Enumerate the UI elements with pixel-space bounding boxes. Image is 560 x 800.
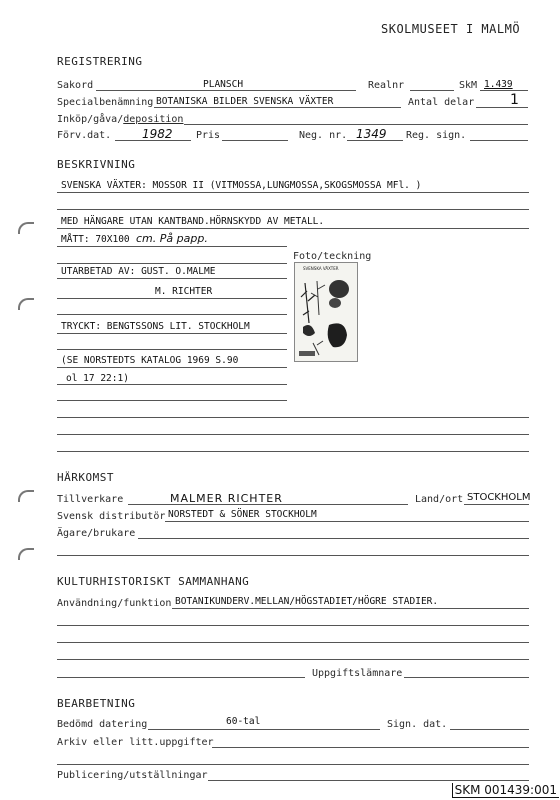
sakord-value: PLANSCH: [203, 79, 244, 90]
realnr-label: Realnr: [368, 80, 405, 91]
photo-caption: SVENSKA VÄXTER: [303, 266, 339, 271]
specialbenamning-label: Specialbenämning: [57, 97, 154, 108]
forv-dat-value: 1982: [142, 127, 173, 141]
beskrivning-line-1: SVENSKA VÄXTER: MOSSOR II (VITMOSSA,LUNGMOSSA,SKOGSMOSSA MFl. ): [61, 180, 422, 191]
uppgiftslamnare-label: Uppgiftslämnare: [312, 668, 403, 679]
utarbetad-line-2: M. RICHTER: [155, 286, 213, 297]
tillverkare-label: Tillverkare: [57, 494, 124, 505]
land-ort-value: STOCKHOLM: [467, 492, 531, 503]
skm-label: SkM: [459, 80, 478, 91]
specialbenamning-value: BOTANISKA BILDER SVENSKA VÄXTER: [156, 96, 334, 107]
matt-handwritten: cm. På papp.: [136, 232, 208, 245]
land-ort-label: Land/ort: [415, 494, 464, 505]
matt-typed: MÅTT: 70X100: [61, 234, 130, 245]
section-registrering: REGISTRERING: [57, 55, 143, 68]
distributor-label: Svensk distributör: [57, 511, 166, 522]
publicering-label: Publicering/utställningar: [57, 770, 208, 781]
punch-hole: [18, 490, 34, 502]
distributor-value: NORSTEDT & SÖNER STOCKHOLM: [168, 509, 317, 520]
plansch-illustration: [295, 263, 357, 361]
section-bearbetning: BEARBETNING: [57, 697, 136, 710]
reg-sign-label: Reg. sign.: [406, 130, 467, 141]
anvandning-label: Användning/funktion: [57, 598, 172, 609]
museum-title: SKOLMUSEET I MALMÖ: [381, 22, 521, 36]
neg-nr-label: Neg. nr.: [299, 130, 348, 141]
antal-delar-value: 1: [510, 92, 519, 108]
forv-dat-label: Förv.dat.: [57, 130, 112, 141]
pris-label: Pris: [196, 130, 221, 141]
beskrivning-line-2: MED HÄNGARE UTAN KANTBAND.HÖRNSKYDD AV METALL.: [61, 216, 325, 227]
tryckt-line: TRYCKT: BENGTSSONS LIT. STOCKHOLM: [61, 321, 250, 332]
section-harkomst: HÄRKOMST: [57, 471, 114, 484]
punch-hole: [18, 298, 34, 310]
section-kulturhistoriskt: KULTURHISTORISKT SAMMANHANG: [57, 575, 250, 588]
se-line-1: (SE NORSTEDTS KATALOG 1969 S.90: [61, 355, 239, 366]
sign-dat-label: Sign. dat.: [387, 719, 448, 730]
arkiv-label: Arkiv eller litt.uppgifter: [57, 737, 214, 748]
utarbetad-line-1: UTARBETAD AV: GUST. O.MALME: [61, 266, 216, 277]
sakord-label: Sakord: [57, 80, 94, 91]
skm-value: 1.439: [484, 79, 513, 90]
section-beskrivning: BESKRIVNING: [57, 158, 136, 171]
bedomd-datering-value: 60-tal: [226, 716, 261, 727]
inkop-label: Inköp/gåva/deposition: [57, 114, 184, 125]
tillverkare-value: MALMER RICHTER: [170, 492, 283, 505]
foto-label: Foto/teckning: [293, 251, 372, 262]
se-line-2: ol 17 22:1): [66, 373, 129, 384]
bedomd-datering-label: Bedömd datering: [57, 719, 148, 730]
neg-nr-value: 1349: [356, 127, 387, 141]
agare-label: Ägare/brukare: [57, 528, 136, 539]
punch-hole: [18, 222, 34, 234]
plansch-photo: [294, 262, 358, 362]
antal-delar-label: Antal delar: [408, 97, 475, 108]
catalog-number: SKM 001439:001: [452, 783, 559, 798]
punch-hole: [18, 548, 34, 560]
anvandning-value: BOTANIKUNDERV.MELLAN/HÖGSTADIET/HÖGRE STADIER.: [175, 596, 439, 607]
